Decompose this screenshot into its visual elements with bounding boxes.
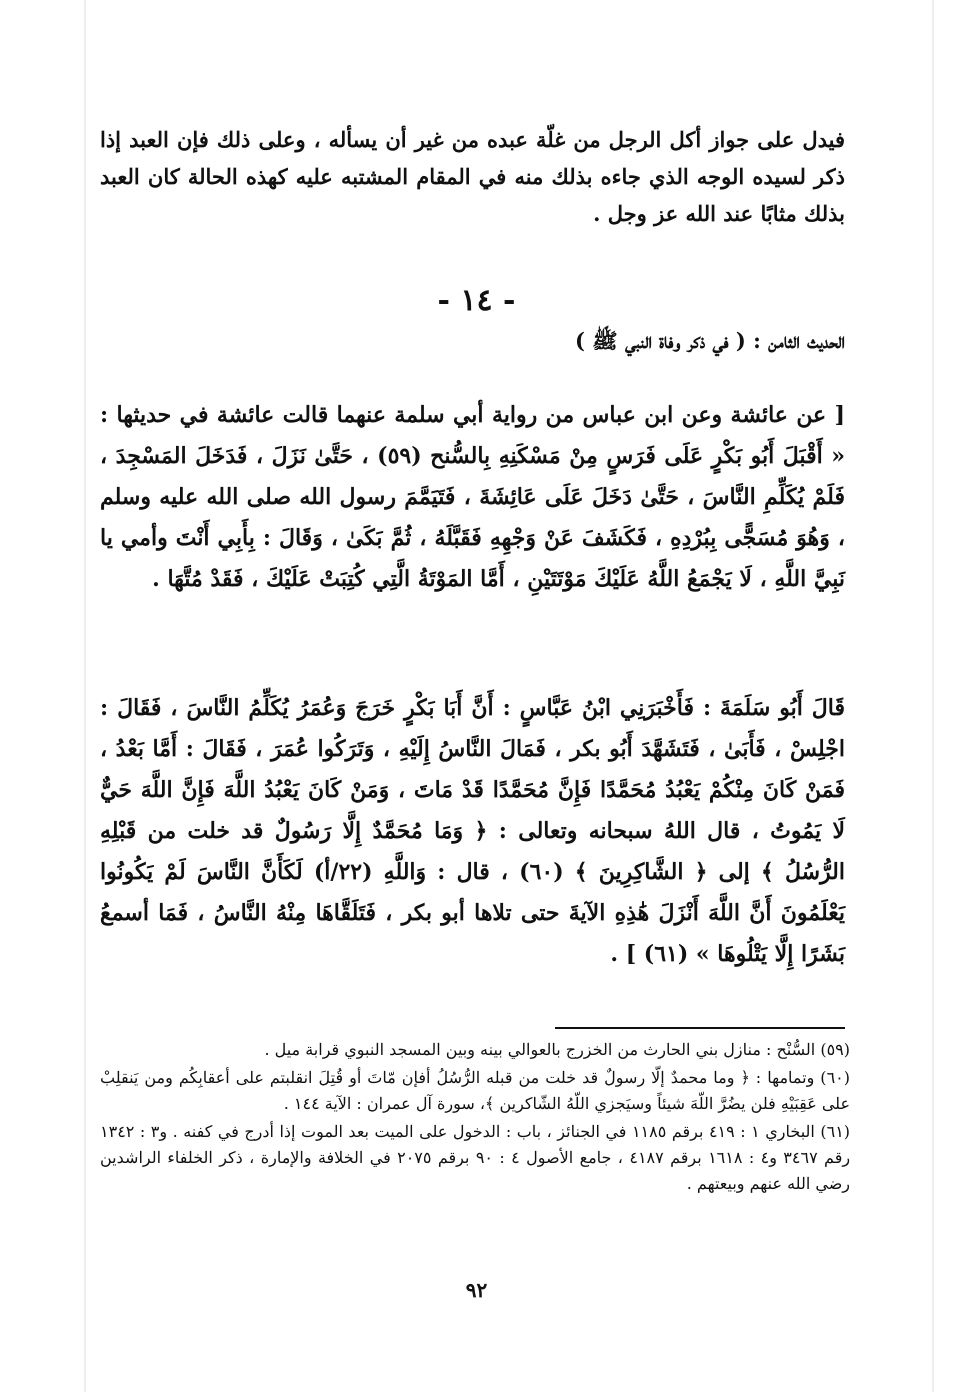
footnote-59: (٥٩) السُّنْح : منازل بني الحارث من الخزرج بالعوالي بينه وبين المسجد النبوي قرابة ميل .	[264, 1040, 850, 1059]
footnote-separator	[555, 1027, 845, 1029]
hadith-text: [ عن عائشة وعن ابن عباس من رواية أبي سلمة عنهما قالت عائشة في حديثها : « أَقْبَلَ أَبُو بَكْرٍ عَلَى فَرَسٍ مِنْ مَسْكَنِهِ بِالسُّنح (٥٩) ، حَتَّىٰ نَزَلَ ، فَدَخَلَ المَسْجِدَ ، فَلَمْ يُكَلِّمِ النَّاسَ ، حَتَّىٰ دَخَلَ عَلَى عَائِشَةَ ، فَتَيَمَّمَ رسول الله صلى الله عليه وسلم ، وَهُوَ مُسَجًّى بِبُرْدِهِ ، فَكَشَفَ عَنْ وَجْهِهِ فَقَبَّلَهُ ، ثُمَّ بَكَىٰ ، وَقَالَ : بِأَبِي أَنْتَ وأمي يا نَبِيَّ اللَّهِ ، لَا يَجْمَعُ اللَّهُ عَلَيْكَ مَوْتَتَيْنِ ، أَمَّا المَوْتَةُ الَّتِي كُتِبَتْ عَلَيْكَ ، فَقَدْ مُتَّهَا .	[100, 402, 845, 592]
narration-text: قَالَ أَبُو سَلَمَةَ : فَأَخْبَرَنِي ابْنُ عَبَّاسٍ : أَنَّ أَبَا بَكْرٍ خَرَجَ وَعُمَرُ يُكَلِّمُ النَّاسَ ، فَقَالَ : اجْلِسْ ، فَأَبَىٰ ، فَتَشَهَّدَ أَبُو بكر ، فَمَالَ النَّاسُ إِلَيْهِ ، وَتَرَكُوا عُمَرَ ، فَقَالَ : أَمَّا بَعْدُ ، فَمَنْ كَانَ مِنْكُمْ يَعْبُدُ مُحَمَّدًا فَإِنَّ مُحَمَّدًا قَدْ مَاتَ ، وَمَنْ كَانَ يَعْبُدُ اللَّهَ فَإِنَّ اللَّهَ حَيٌّ لَا يَمُوتُ ، قال اللهُ سبحانه وتعالى : ﴿ وَمَا مُحَمَّدٌ إِلَّا رَسُولٌ قد خلت من قَبْلِهِ الرُّسُلُ ﴾ إلى ﴿ الشَّاكِرِينَ ﴾ (٦٠) ، قال : وَاللَّهِ (٢٢/أ) لَكَأَنَّ النَّاسَ لَمْ يَكُونُوا يَعْلَمُونَ أَنَّ اللَّهَ أَنْزَلَ هَٰذِهِ الآيةَ حتى تلاها أبو بكر ، فَتَلَقَّاهَا مِنْهُ النَّاسُ ، فَمَا أسمعُ بَشَرًا إِلَّا يَتْلُوهَا » (٦١) ] .	[100, 695, 845, 967]
hadith-heading: الحديث الثامن : ( في ذكر وفاة النبي ﷺ )	[575, 328, 845, 353]
footnote-61: (٦١) البخاري ١ : ٤١٩ برقم ١١٨٥ في الجنائز ، باب : الدخول على الميت بعد الموت إذا أدرج في كفنه . و٣ : ١٣٤٢ رقم ٣٤٦٧ و٤ : ١٦١٨ برقم ٤١٨٧ ، جامع الأصول ٤ : ٩٠ برقم ٢٠٧٥ في الخلافة والإمارة ، ذكر الخلفاء الراشدين رضي الله عنهم وبيعتهم .	[100, 1122, 851, 1193]
page-number: ٩٢	[465, 1278, 488, 1302]
footnotes	[100, 1037, 850, 1199]
section-number: - ١٤ -	[437, 283, 516, 318]
footnote-60: (٦٠) وتمامها : ﴿ وما محمدٌ إلّا رسولٌ قد خلت من قبله الرُّسُلُ أفإن مّاتَ أو قُتِلَ انقلبتم على أعقابِكُم ومن يَنقلِبْ على عَقِبَيْهِ فلن يضُرَّ اللّهَ شيئاً وسيَجزي اللّهُ الشّاكرين ﴾، سورة آل عمران : الآية ١٤٤ .	[100, 1068, 850, 1113]
intro-paragraph: فيدل على جواز أكل الرجل من غلّة عبده من غير أن يسأله ، وعلى ذلك فإن العبد إذا ذكر لسيده الوجه الذي جاءه بذلك منه في المقام المشتبه عليه كهذه الحالة كان العبد بذلك مثابًا عند الله عز وجل .	[100, 127, 845, 226]
page-edge-right	[932, 0, 934, 1392]
page-edge-left	[84, 0, 86, 1392]
